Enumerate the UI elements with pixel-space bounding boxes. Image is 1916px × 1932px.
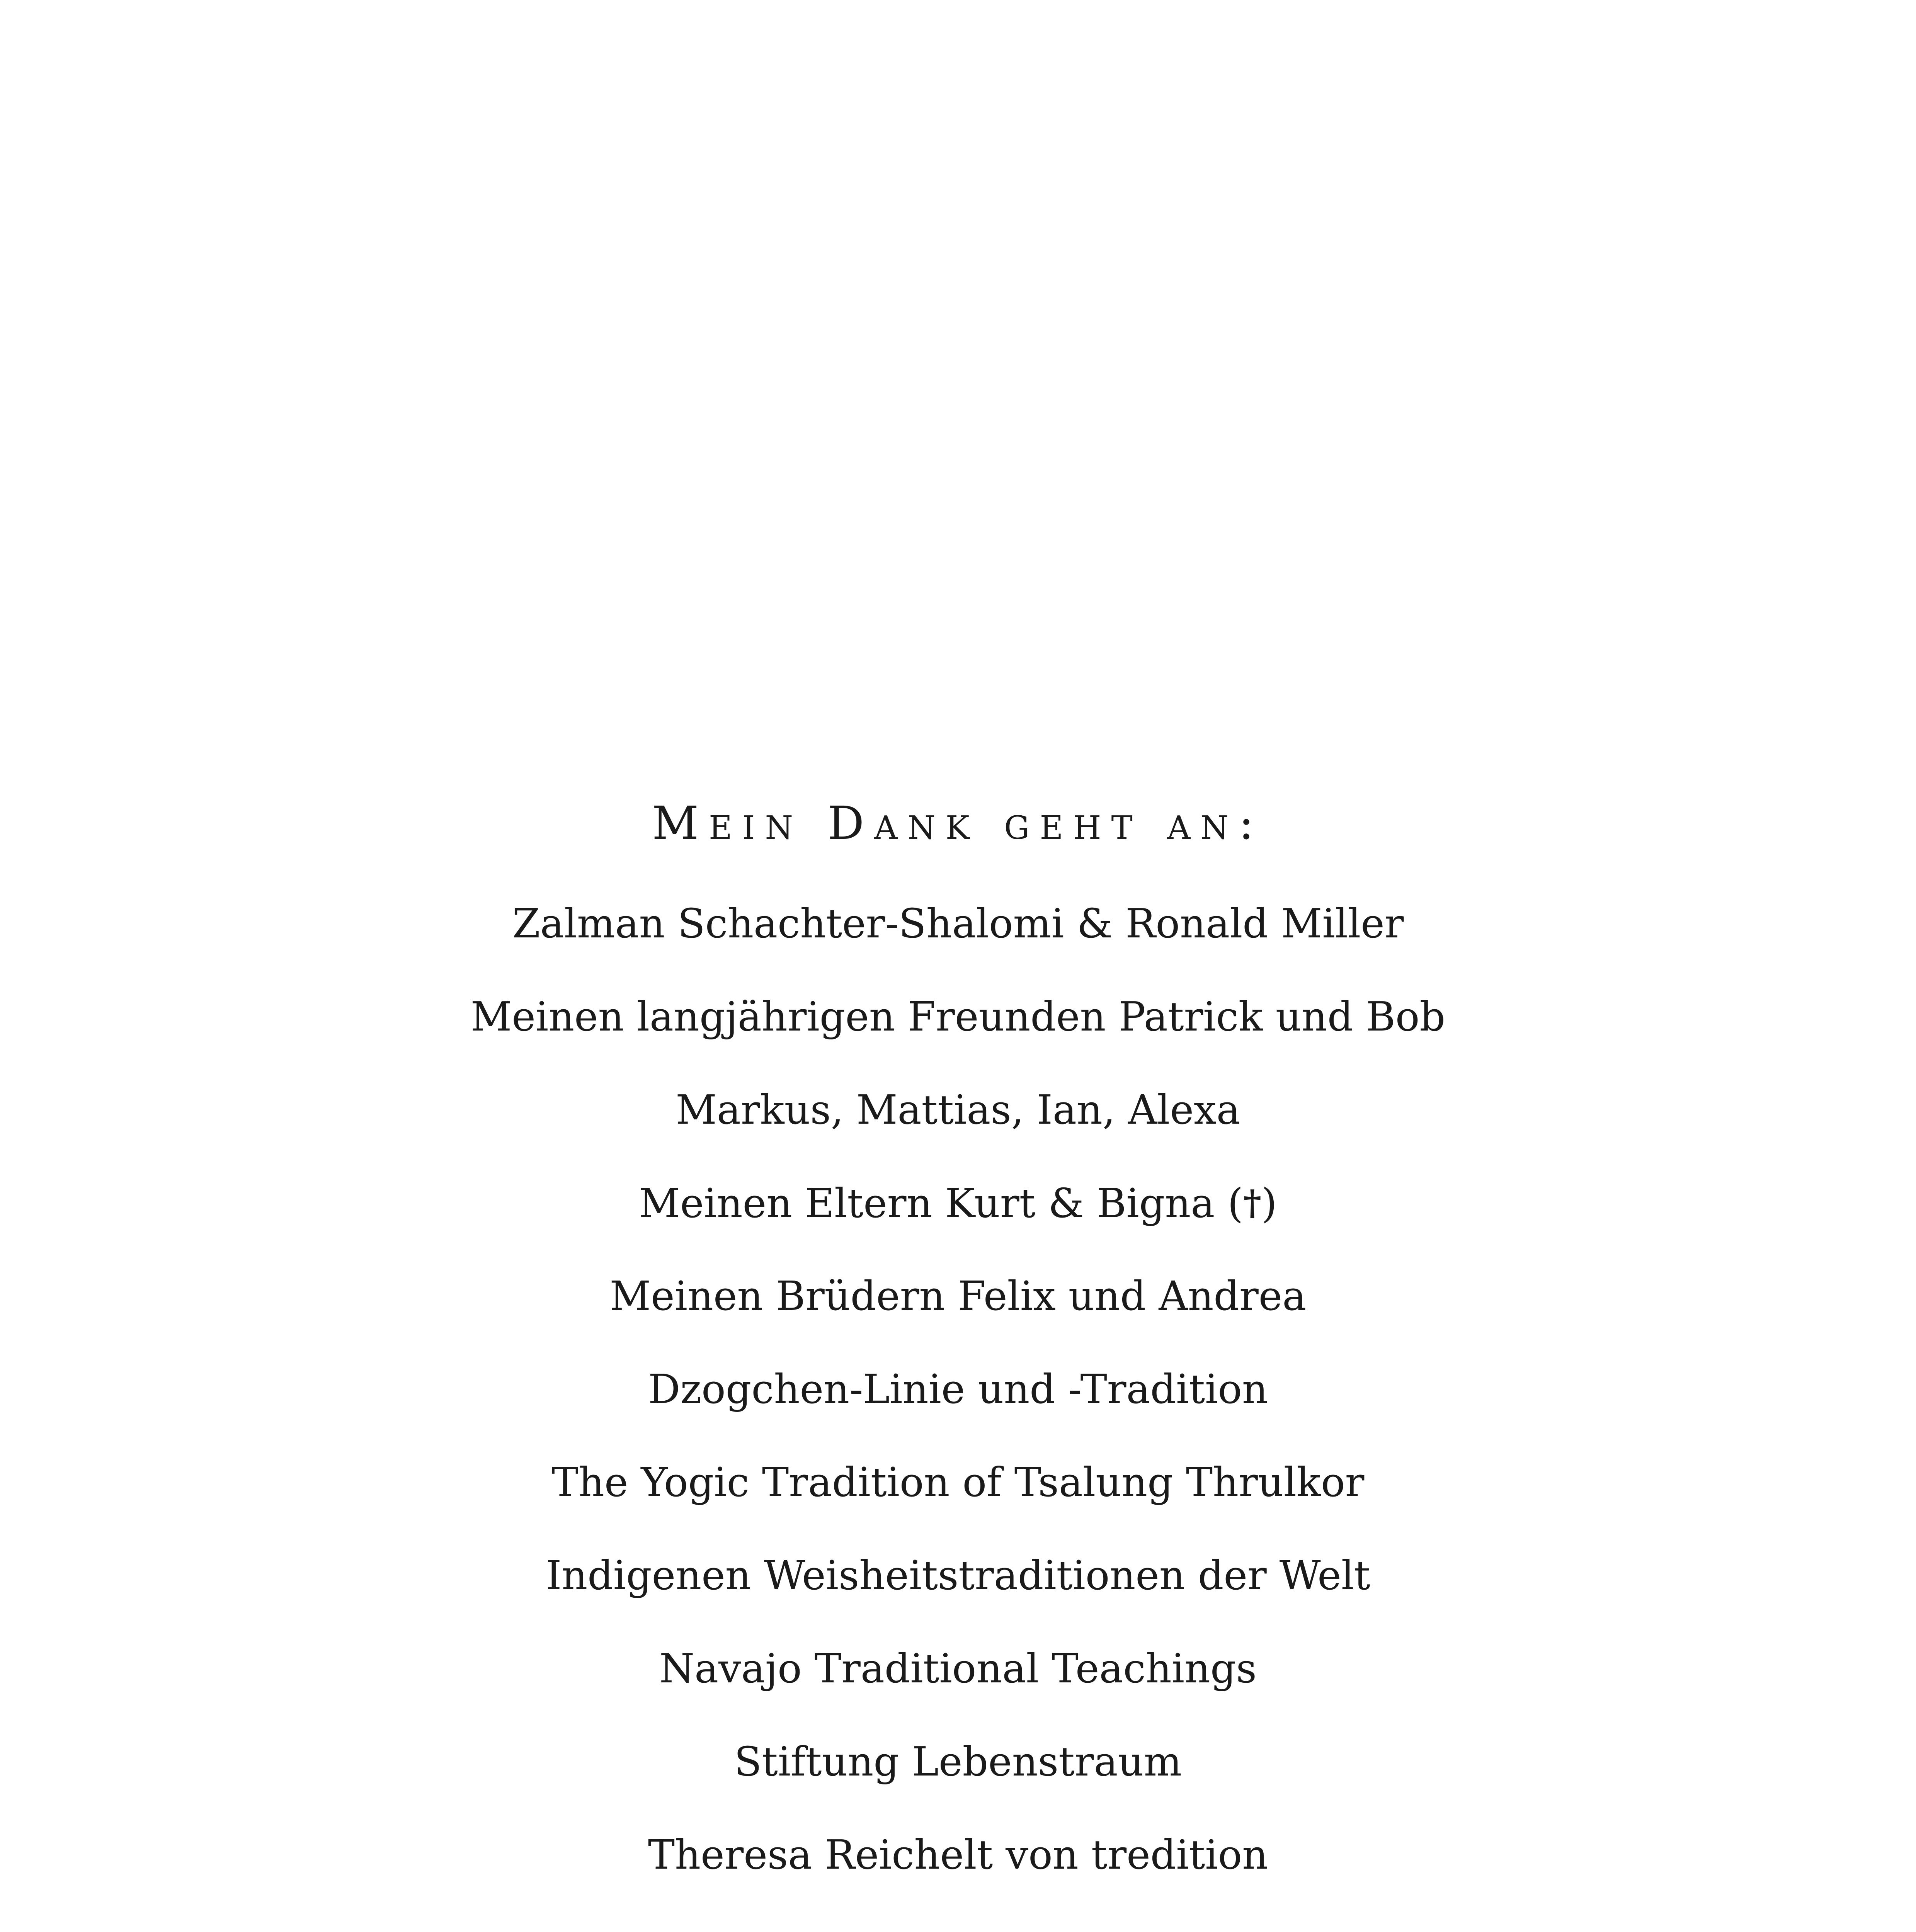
list-item: Indigenen Weisheitstraditionen der Welt — [546, 1552, 1370, 1599]
parents-text-closing: ) — [1261, 1180, 1277, 1227]
list-item-parents — [0, 1156, 1916, 1250]
list-item: The Yogic Tradition of Tsalung Thrulkor — [551, 1459, 1365, 1506]
list-item: Theresa Reichelt von tredition — [648, 1831, 1268, 1878]
list-item: Navajo Traditional Teachings — [659, 1645, 1257, 1692]
list-item: Markus, Mattias, Ian, Alexa — [676, 1086, 1240, 1133]
list-item: Dzogchen-Linie und -Tradition — [648, 1366, 1268, 1413]
acknowledgements-heading: Mein Dank geht an: — [652, 796, 1264, 850]
list-item: Stiftung Lebenstraum — [734, 1738, 1182, 1785]
parents-text: Meinen Eltern Kurt & Bigna ( — [639, 1180, 1243, 1227]
acknowledgements — [0, 784, 1916, 1901]
list-item: Meinen langjährigen Freunden Patrick und Bob — [470, 993, 1446, 1040]
list-item: Meinen Brüdern Felix und Andrea — [609, 1272, 1307, 1320]
cross-icon: † — [1243, 1182, 1262, 1223]
acknowledgements-list — [0, 877, 1916, 1901]
list-item: Zalman Schachter-Shalomi & Ronald Miller — [512, 900, 1404, 947]
